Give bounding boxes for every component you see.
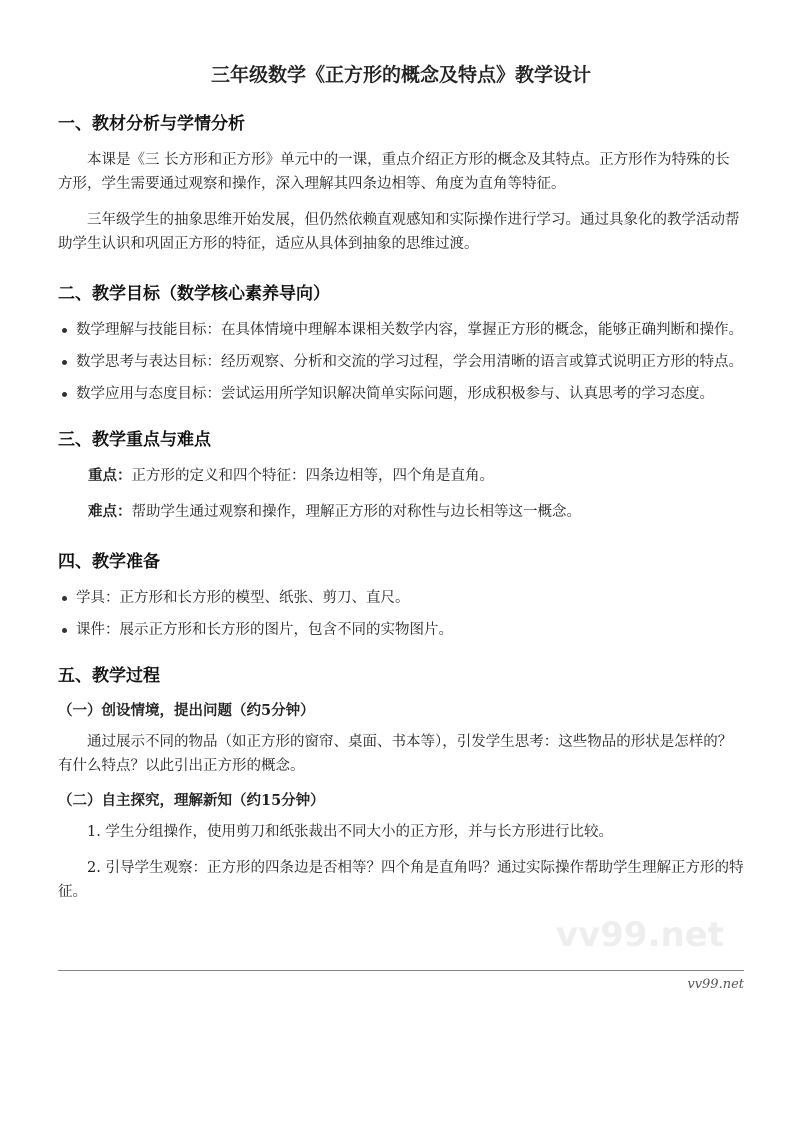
section-heading: 三、教学重点与难点 <box>58 430 211 450</box>
watermark: vv99.net <box>555 915 724 955</box>
paragraph: 三年级学生的抽象思维开始发展，但仍然依赖直观感知和实际操作进行学习。通过具象化的教学活动帮助学生认识和巩固正方形的特征，适应从具体到抽象的思维过渡。 <box>58 212 740 252</box>
list-item <box>58 350 744 374</box>
list-item-text: 数学应用与态度目标：尝试运用所学知识解决简单实际问题，形成积极参与、认真思考的学习态度。 <box>76 386 714 402</box>
list-item <box>58 318 744 342</box>
list-item <box>58 382 744 406</box>
subsection-heading: （一）创设情境，提出问题（约5分钟） <box>58 702 315 719</box>
list-item <box>58 618 744 642</box>
footer-site: vv99.net <box>687 977 744 992</box>
section-heading: 四、教学准备 <box>58 552 160 572</box>
difficulty-text: 帮助学生通过观察和操作，理解正方形的对称性与边长相等这一概念。 <box>131 504 581 520</box>
list-item-text: 数学理解与技能目标：在具体情境中理解本课相关数学内容，掌握正方形的概念，能够正确判断和操作。 <box>76 322 743 338</box>
paragraph: 本课是《三 长方形和正方形》单元中的一课，重点介绍正方形的概念及其特点。正方形作为特殊的长方形，学生需要通过观察和操作，深入理解其四条边相等、角度为直角等特征。 <box>58 152 730 192</box>
list-item-text: 数学思考与表达目标：经历观察、分析和交流的学习过程，学会用清晰的语言或算式说明正方形的特点。 <box>76 354 743 370</box>
difficulty-label: 难点： <box>88 503 132 520</box>
subsection-heading: （二）自主探究，理解新知（约15分钟） <box>58 792 325 809</box>
numbered-item: 2. 引导学生观察：正方形的四条边是否相等？四个角是直角吗？通过实际操作帮助学生理解正方形的特征。 <box>58 860 744 900</box>
bullet-icon <box>62 392 67 397</box>
section-heading: 五、教学过程 <box>58 666 160 686</box>
key-label: 重点： <box>88 467 132 484</box>
list-item-text: 学具：正方形和长方形的模型、纸张、剪刀、直尺。 <box>76 590 410 606</box>
document-title: 三年级数学《正方形的概念及特点》教学设计 <box>210 64 591 86</box>
section-heading: 二、教学目标（数学核心素养导向） <box>58 284 330 304</box>
bullet-icon <box>62 628 67 633</box>
key-point <box>58 464 744 488</box>
bullet-icon <box>62 596 67 601</box>
watermark-row <box>58 916 744 956</box>
list-item <box>58 586 744 610</box>
footer-divider <box>58 970 744 971</box>
list-item-text: 课件：展示正方形和长方形的图片，包含不同的实物图片。 <box>76 622 453 638</box>
bullet-icon <box>62 360 67 365</box>
bullet-icon <box>62 328 67 333</box>
section-heading: 一、教材分析与学情分析 <box>58 114 245 134</box>
paragraph: 通过展示不同的物品（如正方形的窗帘、桌面、书本等），引发学生思考：这些物品的形状是怎样的？有什么特点？以此引出正方形的概念。 <box>58 734 733 774</box>
key-text: 正方形的定义和四个特征：四条边相等，四个角是直角。 <box>131 468 494 484</box>
numbered-item: 1. 学生分组操作，使用剪刀和纸张裁出不同大小的正方形，并与长方形进行比较。 <box>87 824 613 840</box>
difficulty-point <box>58 500 744 524</box>
